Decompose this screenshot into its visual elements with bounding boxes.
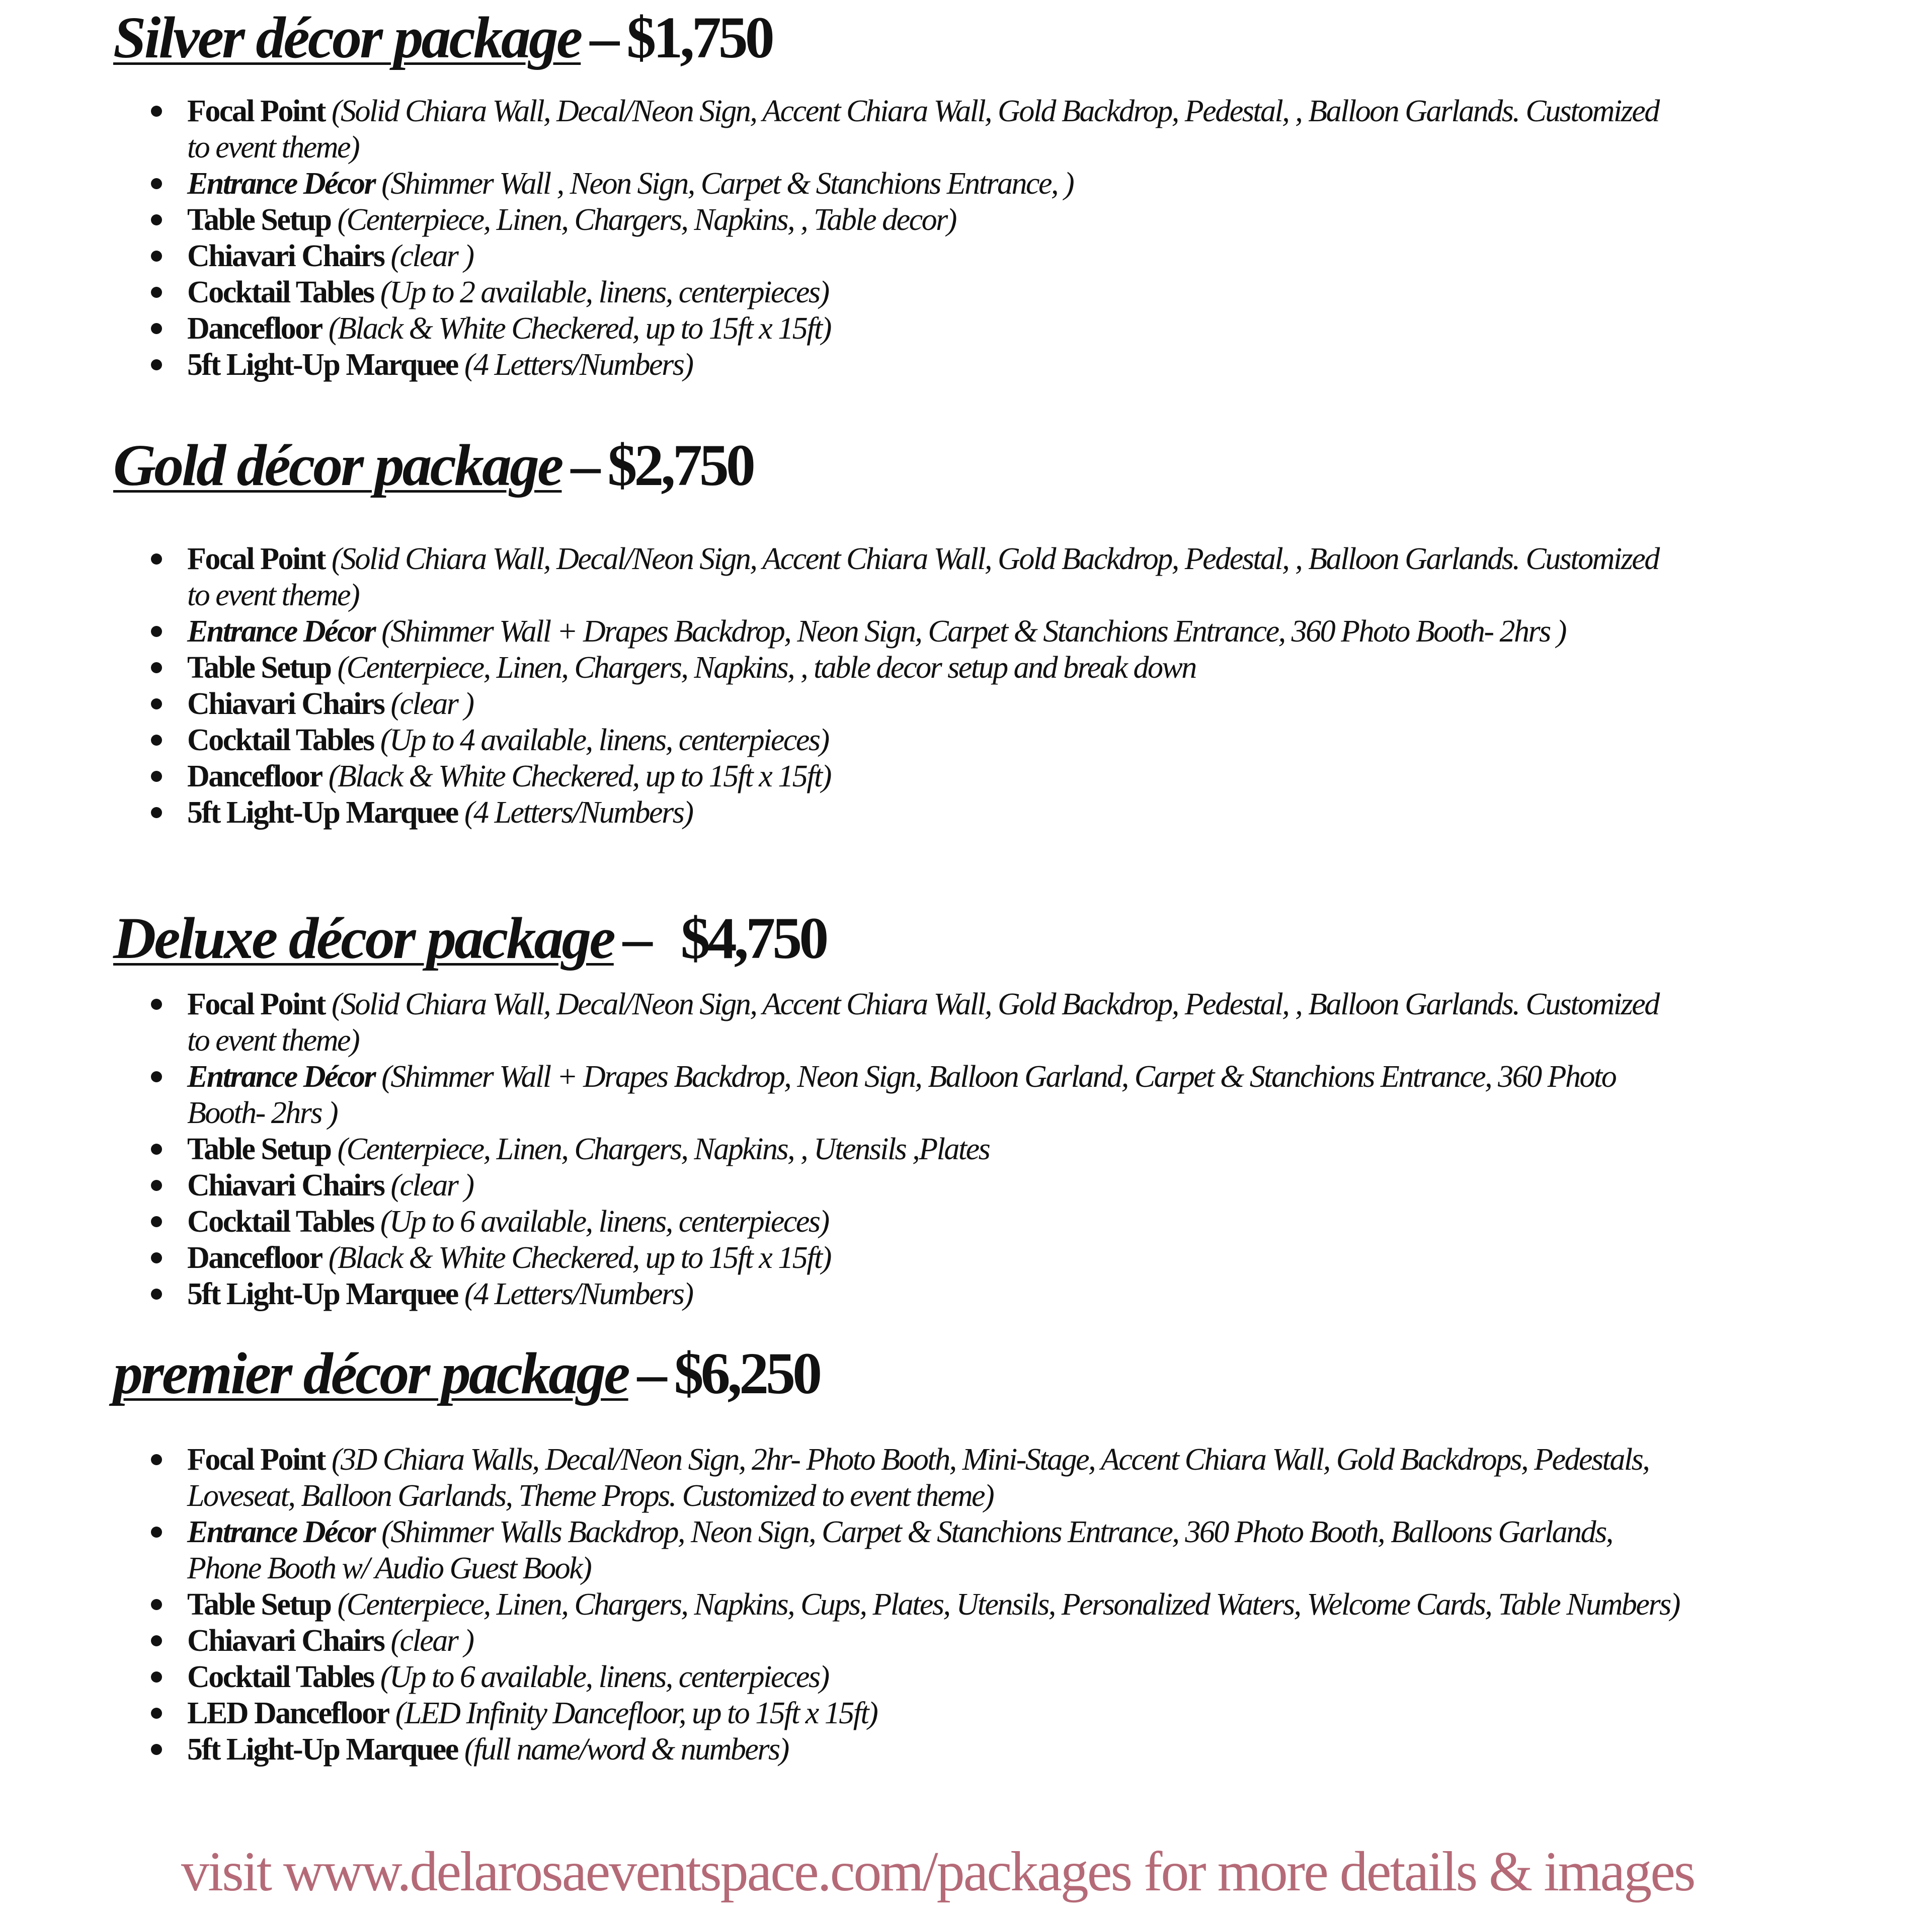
bullet-icon [151, 1180, 162, 1191]
list-item-chiavari-chairs [0, 1623, 1932, 1659]
list-item-cocktail-tables [0, 722, 1932, 758]
list-item-led-dancefloor [0, 1695, 1932, 1731]
item-label: Entrance Décor [187, 614, 375, 649]
list-item-cocktail-tables [0, 274, 1932, 310]
bullet-icon [151, 662, 162, 673]
list-item-entrance-decor [0, 1514, 1932, 1586]
package-price: $1,750 [626, 5, 772, 70]
item-detail: (Centerpiece, Linen, Chargers, Napkins, , Table decor) [337, 203, 956, 237]
package-items [0, 93, 1932, 383]
item-detail: (Solid Chiara Wall, Decal/Neon Sign, Accent Chiara Wall, Gold Backdrop, Pedestal, , Balloon Garlands. Customized to event theme) [187, 94, 1659, 165]
item-label: Table Setup [187, 1587, 331, 1622]
item-detail: (clear ) [390, 1168, 473, 1203]
item-detail: (4 Letters/Numbers) [464, 1277, 693, 1311]
bullet-icon [151, 771, 162, 782]
item-label: 5ft Light-Up Marquee [187, 1277, 458, 1311]
bullet-icon [151, 698, 162, 709]
list-item-dancefloor [0, 758, 1932, 794]
item-label: Entrance Décor [187, 167, 375, 201]
package-title [113, 1341, 819, 1406]
bullet-icon [151, 1527, 162, 1538]
item-label: Table Setup [187, 651, 331, 685]
item-label: Table Setup [187, 203, 331, 237]
item-detail: (4 Letters/Numbers) [464, 348, 693, 382]
package-separator: – [571, 432, 599, 498]
package-price: $4,750 [680, 905, 826, 971]
bullet-icon [151, 553, 162, 565]
list-item-focal-point [0, 93, 1932, 166]
item-detail: (Solid Chiara Wall, Decal/Neon Sign, Accent Chiara Wall, Gold Backdrop, Pedestal, , Balloon Garlands. Customized to event theme) [187, 542, 1659, 612]
item-detail: (Black & White Checkered, up to 15ft x 15ft) [328, 759, 831, 793]
bullet-icon [151, 626, 162, 637]
package-title [113, 5, 772, 70]
package-separator: – [590, 5, 618, 70]
item-detail: (Solid Chiara Wall, Decal/Neon Sign, Accent Chiara Wall, Gold Backdrop, Pedestal, , Balloon Garlands. Customized to event theme) [187, 987, 1659, 1058]
package-items [0, 541, 1932, 831]
item-label: Entrance Décor [187, 1060, 375, 1094]
item-label: Focal Point [187, 1443, 325, 1477]
bullet-icon [151, 106, 162, 117]
package-items [0, 1442, 1932, 1768]
item-detail: (clear ) [390, 239, 473, 273]
list-item-chiavari-chairs [0, 1167, 1932, 1204]
item-detail: (clear ) [390, 1624, 473, 1658]
bullet-icon [151, 251, 162, 262]
bullet-icon [151, 178, 162, 189]
package-separator: – [637, 1340, 665, 1406]
item-detail: (Black & White Checkered, up to 15ft x 15ft) [328, 1241, 831, 1275]
bullet-icon [151, 287, 162, 298]
list-item-table-setup [0, 202, 1932, 238]
package-name: Silver décor package [113, 5, 581, 70]
item-label: Cocktail Tables [187, 1205, 374, 1239]
package-price: $2,750 [607, 432, 753, 498]
item-label: Entrance Décor [187, 1515, 375, 1549]
list-item-dancefloor [0, 1240, 1932, 1276]
list-item-focal-point [0, 1442, 1932, 1514]
bullet-icon [151, 735, 162, 746]
list-item-focal-point [0, 541, 1932, 613]
item-detail: (Shimmer Wall + Drapes Backdrop, Neon Sign, Balloon Garland, Carpet & Stanchions Entrance, 360 Photo Booth- 2hrs ) [187, 1060, 1616, 1130]
bullet-icon [151, 1599, 162, 1610]
item-detail: (Up to 4 available, linens, centerpieces) [380, 723, 829, 757]
bullet-icon [151, 1671, 162, 1683]
item-detail: (Centerpiece, Linen, Chargers, Napkins, Cups, Plates, Utensils, Personalized Waters, Welcome Cards, Table Numbers) [337, 1587, 1679, 1622]
bullet-icon [151, 1635, 162, 1646]
item-detail: (4 Letters/Numbers) [464, 795, 693, 830]
item-label: Focal Point [187, 94, 325, 128]
item-label: Chiavari Chairs [187, 1168, 384, 1203]
package-name: Deluxe décor package [113, 905, 614, 971]
list-item-focal-point [0, 986, 1932, 1059]
item-label: Cocktail Tables [187, 1660, 374, 1694]
bullet-icon [151, 807, 162, 818]
list-item-entrance-decor [0, 1059, 1932, 1131]
list-item-entrance-decor [0, 613, 1932, 650]
list-item-marquee [0, 794, 1932, 831]
item-label: Table Setup [187, 1132, 331, 1166]
item-detail: (Up to 6 available, linens, centerpieces) [380, 1205, 829, 1239]
list-item-marquee [0, 1731, 1932, 1768]
item-label: Focal Point [187, 542, 325, 576]
bullet-icon [151, 214, 162, 225]
bullet-icon [151, 1252, 162, 1263]
item-detail: (Centerpiece, Linen, Chargers, Napkins, , Utensils ,Plates [337, 1132, 990, 1166]
bullet-icon [151, 1289, 162, 1300]
package-title [113, 433, 753, 498]
list-item-dancefloor [0, 310, 1932, 347]
package-separator: – [622, 905, 651, 971]
item-label: Focal Point [187, 987, 325, 1021]
package-price: $6,250 [674, 1340, 820, 1406]
package-title [113, 906, 826, 971]
bullet-icon [151, 1071, 162, 1082]
item-detail: (Shimmer Walls Backdrop, Neon Sign, Carpet & Stanchions Entrance, 360 Photo Booth, Balloons Garlands, Phone Booth w/ Audio Guest Book) [187, 1515, 1613, 1585]
package-name: Gold décor package [113, 432, 562, 498]
item-label: Cocktail Tables [187, 275, 374, 309]
list-item-cocktail-tables [0, 1659, 1932, 1695]
item-label: Cocktail Tables [187, 723, 374, 757]
list-item-entrance-decor [0, 166, 1932, 202]
package-items [0, 986, 1932, 1312]
bullet-icon [151, 359, 162, 370]
item-label: 5ft Light-Up Marquee [187, 348, 458, 382]
item-label: Chiavari Chairs [187, 687, 384, 721]
item-label: 5ft Light-Up Marquee [187, 1732, 458, 1767]
item-detail: (Shimmer Wall , Neon Sign, Carpet & Stanchions Entrance, ) [381, 167, 1074, 201]
bullet-icon [151, 1216, 162, 1227]
item-detail: (full name/word & numbers) [464, 1732, 788, 1767]
list-item-cocktail-tables [0, 1204, 1932, 1240]
item-detail: (Up to 6 available, linens, centerpieces) [380, 1660, 829, 1694]
item-label: Dancefloor [187, 311, 322, 346]
list-item-table-setup [0, 1586, 1932, 1623]
list-item-marquee [0, 1276, 1932, 1312]
list-item-table-setup [0, 650, 1932, 686]
bullet-icon [151, 1144, 162, 1155]
list-item-chiavari-chairs [0, 686, 1932, 722]
bullet-icon [151, 1454, 162, 1465]
list-item-table-setup [0, 1131, 1932, 1167]
list-item-chiavari-chairs [0, 238, 1932, 274]
item-detail: (Centerpiece, Linen, Chargers, Napkins, , table decor setup and break down [337, 651, 1196, 685]
item-label: Chiavari Chairs [187, 239, 384, 273]
item-detail: (clear ) [390, 687, 473, 721]
item-label: Dancefloor [187, 1241, 322, 1275]
item-label: Chiavari Chairs [187, 1624, 384, 1658]
bullet-icon [151, 999, 162, 1010]
bullet-icon [151, 323, 162, 334]
bullet-icon [151, 1708, 162, 1719]
footer-website-link[interactable]: visit www.delarosaeventspace.com/packages for more details & images [181, 1841, 1695, 1903]
item-detail: (3D Chiara Walls, Decal/Neon Sign, 2hr- Photo Booth, Mini-Stage, Accent Chiara Wall, Gold Backdrops, Pedestals, Loveseat, Balloon Garlands, Theme Props. Customized to event theme) [187, 1443, 1649, 1513]
bullet-icon [151, 1744, 162, 1755]
item-detail: (Black & White Checkered, up to 15ft x 15ft) [328, 311, 831, 346]
list-item-marquee [0, 347, 1932, 383]
item-detail: (Shimmer Wall + Drapes Backdrop, Neon Sign, Carpet & Stanchions Entrance, 360 Photo Booth- 2hrs ) [381, 614, 1566, 649]
item-label: 5ft Light-Up Marquee [187, 795, 458, 830]
item-detail: (LED Infinity Dancefloor, up to 15ft x 15ft) [395, 1696, 877, 1730]
item-detail: (Up to 2 available, linens, centerpieces) [380, 275, 829, 309]
item-label: LED Dancefloor [187, 1696, 389, 1730]
item-label: Dancefloor [187, 759, 322, 793]
package-name: premier décor package [113, 1340, 628, 1406]
